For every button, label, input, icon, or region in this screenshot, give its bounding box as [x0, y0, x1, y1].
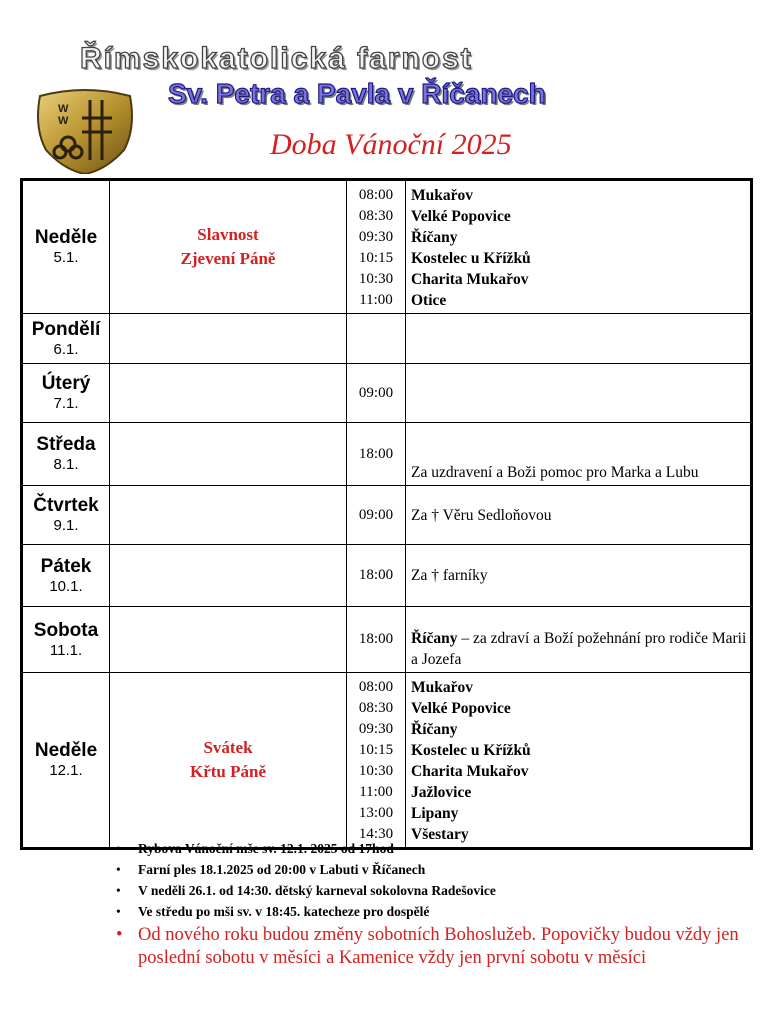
day-name: Pátek: [40, 555, 92, 577]
mass-time: 11:00: [359, 784, 393, 800]
day-name: Neděle: [34, 227, 98, 248]
mass-intention: [406, 314, 752, 364]
day-name: Úterý: [41, 373, 91, 394]
mass-time: 18:00: [347, 607, 406, 673]
mass-time: 10:15: [358, 742, 394, 758]
feast-label: Zjevení Páně: [180, 249, 276, 268]
mass-place: Říčany: [411, 721, 458, 738]
day-cell: [22, 486, 110, 545]
intention-place: Říčany: [411, 630, 458, 647]
day-cell: [22, 607, 110, 673]
feast-cell: [110, 364, 347, 423]
mass-time: 08:00: [358, 187, 394, 203]
mass-time: 14:30: [358, 826, 394, 842]
mass-place: Velké Popovice: [411, 700, 511, 717]
feast-cell: [110, 545, 347, 607]
schedule-row: [22, 423, 752, 486]
mass-intention: [406, 364, 752, 423]
mass-place: Kostelec u Křížků: [411, 742, 531, 759]
mass-place: Říčany: [411, 229, 458, 246]
mass-time: 18:00: [347, 423, 406, 486]
day-name: Pondělí: [31, 318, 101, 340]
parish-subtitle: Sv. Petra a Pavla v Říčanech: [168, 78, 546, 109]
mass-time: 11:00: [359, 292, 393, 308]
mass-place: Všestary: [411, 826, 469, 843]
day-date: 9.1.: [53, 517, 79, 534]
day-date: 10.1.: [49, 577, 83, 595]
place-cell: [406, 673, 752, 849]
mass-time: 13:00: [358, 805, 394, 821]
day-cell: [22, 364, 110, 423]
page-header: [0, 0, 775, 175]
intention-text: – za zdraví a Boží požehnání pro rodiče Marii a Jozefa: [411, 630, 747, 668]
schedule-row: [22, 673, 752, 849]
schedule-row: [22, 364, 752, 423]
mass-time: 08:30: [358, 700, 394, 716]
mass-schedule-table: [20, 178, 753, 850]
day-cell: [22, 673, 110, 849]
mass-intention: Za † farníky: [406, 545, 752, 607]
mass-place: Jažlovice: [411, 784, 472, 801]
announcement-highlight: • Od nového roku budou změny sobotních Bohoslužeb. Popovičky budou vždy jen poslední sobotu v měsíci a Kamenice vždy jen první sobotu v měsíci: [112, 924, 752, 970]
announcement-item: • Farní ples 18.1.2025 od 20:00 v Labuti v Říčanech: [112, 859, 752, 880]
feast-label: Křtu Páně: [189, 762, 267, 781]
day-date: 7.1.: [53, 395, 79, 412]
feast-cell: [110, 423, 347, 486]
svg-text:W: W: [58, 115, 69, 127]
day-name: Neděle: [34, 740, 98, 761]
parish-title: Římskokatolická farnost: [80, 42, 473, 75]
mass-time: 08:30: [358, 208, 394, 224]
mass-intention: Za uzdravení a Boži pomoc pro Marka a Lubu: [406, 423, 752, 486]
mass-place: Lipany: [411, 805, 459, 822]
mass-intention: [406, 607, 752, 673]
day-date: 12.1.: [49, 762, 83, 779]
day-date: 8.1.: [53, 456, 79, 473]
mass-place: Kostelec u Křížků: [411, 250, 531, 267]
mass-intention: Za † Věru Sedloňovou: [406, 486, 752, 545]
feast-label: Slavnost: [197, 225, 259, 244]
mass-time: 09:00: [347, 486, 406, 545]
parish-emblem-icon: [32, 88, 138, 174]
feast-cell: [110, 673, 347, 849]
day-name: Sobota: [33, 619, 99, 641]
announcement-item: • Ve středu po mši sv. v 18:45. katecheze pro dospělé: [112, 901, 752, 922]
feast-cell: [110, 607, 347, 673]
mass-time: 10:30: [358, 763, 394, 779]
schedule-row: [22, 180, 752, 314]
announcement-item: • Rybova Vánoční mše sv. 12.1. 2025 od 17hod: [112, 838, 752, 859]
day-cell: [22, 314, 110, 364]
announcements-list: [112, 838, 752, 970]
mass-place: Mukařov: [411, 187, 473, 204]
mass-place: Otice: [411, 292, 447, 309]
day-date: 6.1.: [53, 340, 79, 358]
day-cell: [22, 545, 110, 607]
day-cell: [22, 423, 110, 486]
day-date: 5.1.: [53, 249, 79, 266]
document-title: Doba Vánoční 2025: [270, 128, 512, 161]
mass-time: [347, 314, 406, 364]
mass-time: 10:30: [358, 271, 394, 287]
svg-text:W: W: [58, 103, 69, 115]
mass-place: Charita Mukařov: [411, 271, 529, 288]
feast-cell: [110, 486, 347, 545]
mass-time: 09:30: [358, 721, 394, 737]
feast-cell: [110, 314, 347, 364]
feast-cell: [110, 180, 347, 314]
day-name: Středa: [36, 434, 96, 455]
place-cell: [406, 180, 752, 314]
time-cell: [347, 180, 406, 314]
schedule-row: [22, 486, 752, 545]
time-cell: [347, 673, 406, 849]
mass-time: 18:00: [347, 545, 406, 607]
schedule-row: [22, 314, 752, 364]
mass-time: 10:15: [358, 250, 394, 266]
mass-time: 09:00: [347, 364, 406, 423]
mass-time: 08:00: [358, 679, 394, 695]
announcement-item: • V neděli 26.1. od 14:30. dětský karneval sokolovna Radešovice: [112, 880, 752, 901]
day-name: Čtvrtek: [33, 495, 99, 516]
day-cell: [22, 180, 110, 314]
feast-label: Svátek: [203, 738, 253, 757]
schedule-row: [22, 545, 752, 607]
schedule-row: [22, 607, 752, 673]
day-date: 11.1.: [49, 641, 83, 659]
mass-place: Mukařov: [411, 679, 473, 696]
mass-place: Charita Mukařov: [411, 763, 529, 780]
mass-place: Velké Popovice: [411, 208, 511, 225]
mass-time: 09:30: [358, 229, 394, 245]
